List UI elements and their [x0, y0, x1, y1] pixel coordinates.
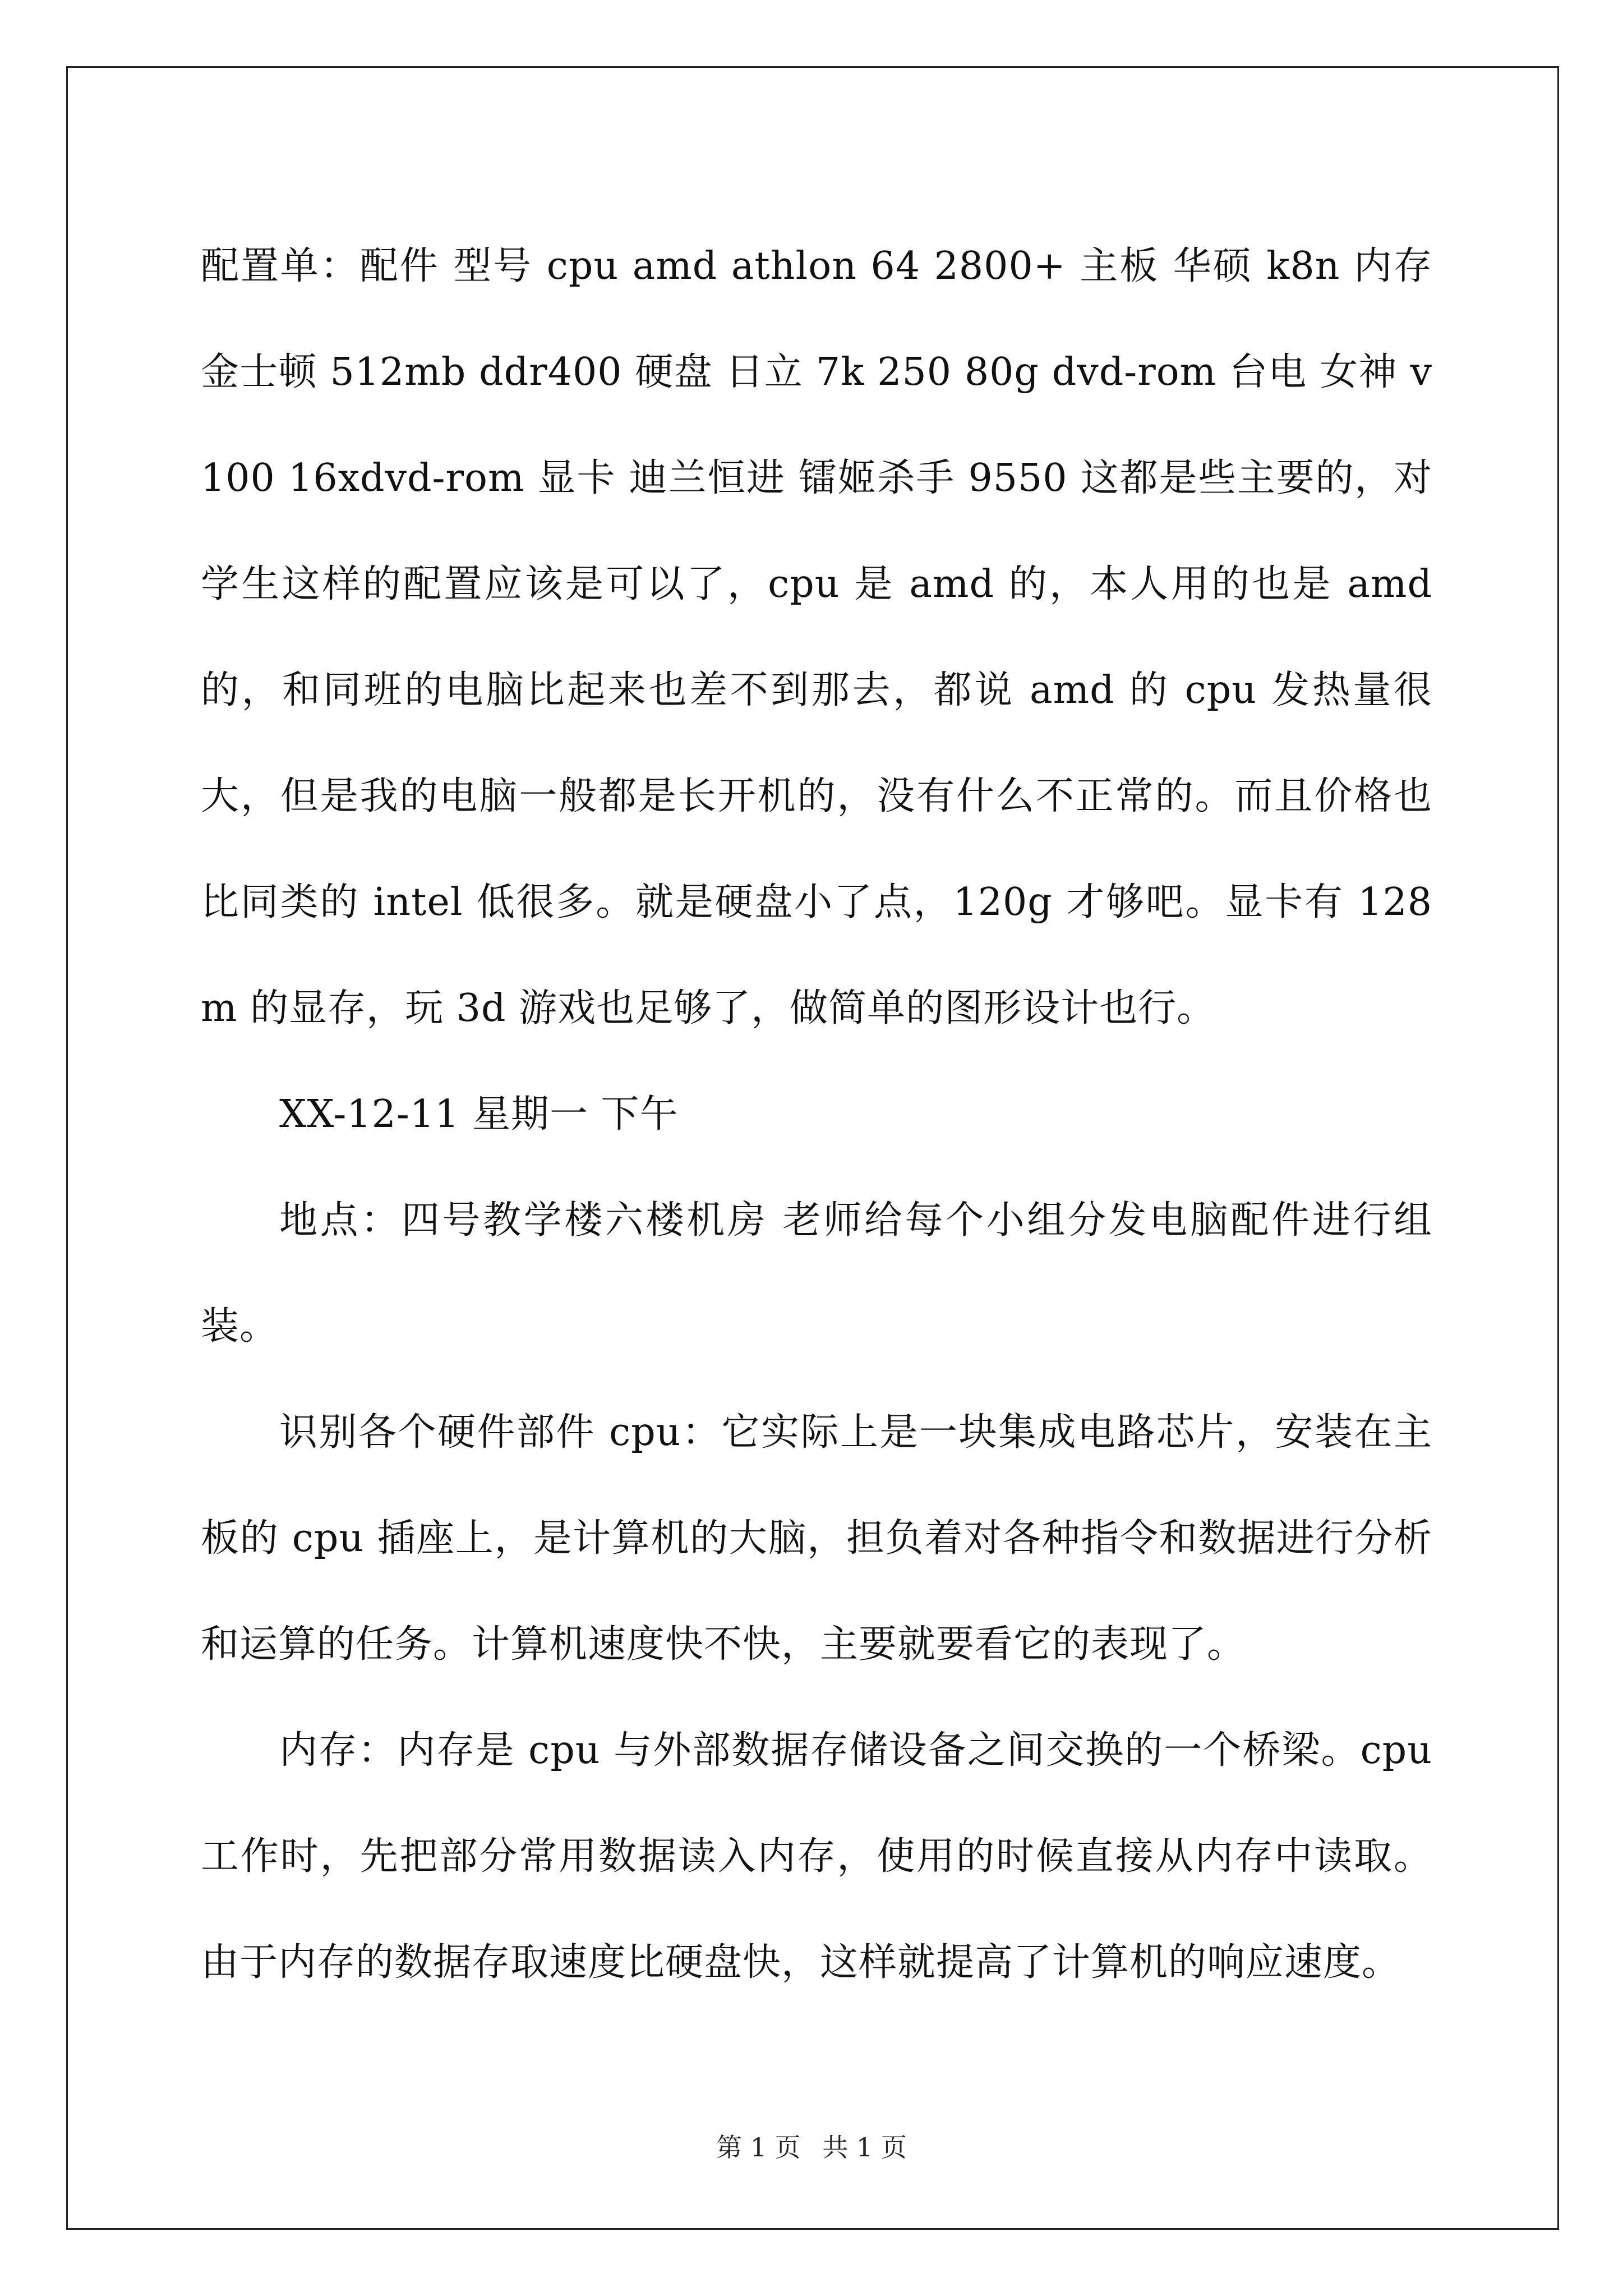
paragraph-cpu: 识别各个硬件部件 cpu：它实际上是一块集成电路芯片，安装在主板的 cpu 插座上，是计算机的大脑，担负着对各种指令和数据进行分析和运算的任务。计算机速度快不快，主要就要看它的表现了。 — [201, 1410, 1432, 1667]
paragraph-config-list: 配置单：配件 型号 cpu amd athlon 64 2800+ 主板 华硕 k8n 内存 金士顿 512mb ddr400 硬盘 日立 7k 250 80g dvd-rom 台电 女神 v100 16xdvd-rom 显卡 迪兰恒进 镭姬杀手 9550 这都是些主要的，对学生这样的配置应该是可以了，cpu 是 amd 的，本人用的也是 amd 的，和同班的电脑比起来也差不到那去，都说 amd 的 cpu 发热量很大，但是我的电脑一般都是长开机的，没有什么不正常的。而且价格也比同类的 intel 低很多。就是硬盘小了点，120g 才够吧。显卡有 128m 的显存，玩 3d 游戏也足够了，做简单的图形设计也行。 — [201, 244, 1432, 1030]
document-body — [201, 213, 1432, 2016]
page-number-current: 第 1 页 — [716, 2132, 801, 2162]
page-number-total: 共 1 页 — [822, 2132, 907, 2162]
paragraph-location: 地点：四号教学楼六楼机房 老师给每个小组分发电脑配件进行组装。 — [201, 1198, 1432, 1349]
page-footer — [0, 2127, 1623, 2164]
paragraph-date: XX-12-11 星期一 下午 — [279, 1092, 679, 1137]
paragraph-memory: 内存：内存是 cpu 与外部数据存储设备之间交换的一个桥梁。cpu 工作时，先把部分常用数据读入内存，使用的时候直接从内存中读取。由于内存的数据存取速度比硬盘快，这样就提高了计算机的响应速度。 — [201, 1728, 1432, 1985]
